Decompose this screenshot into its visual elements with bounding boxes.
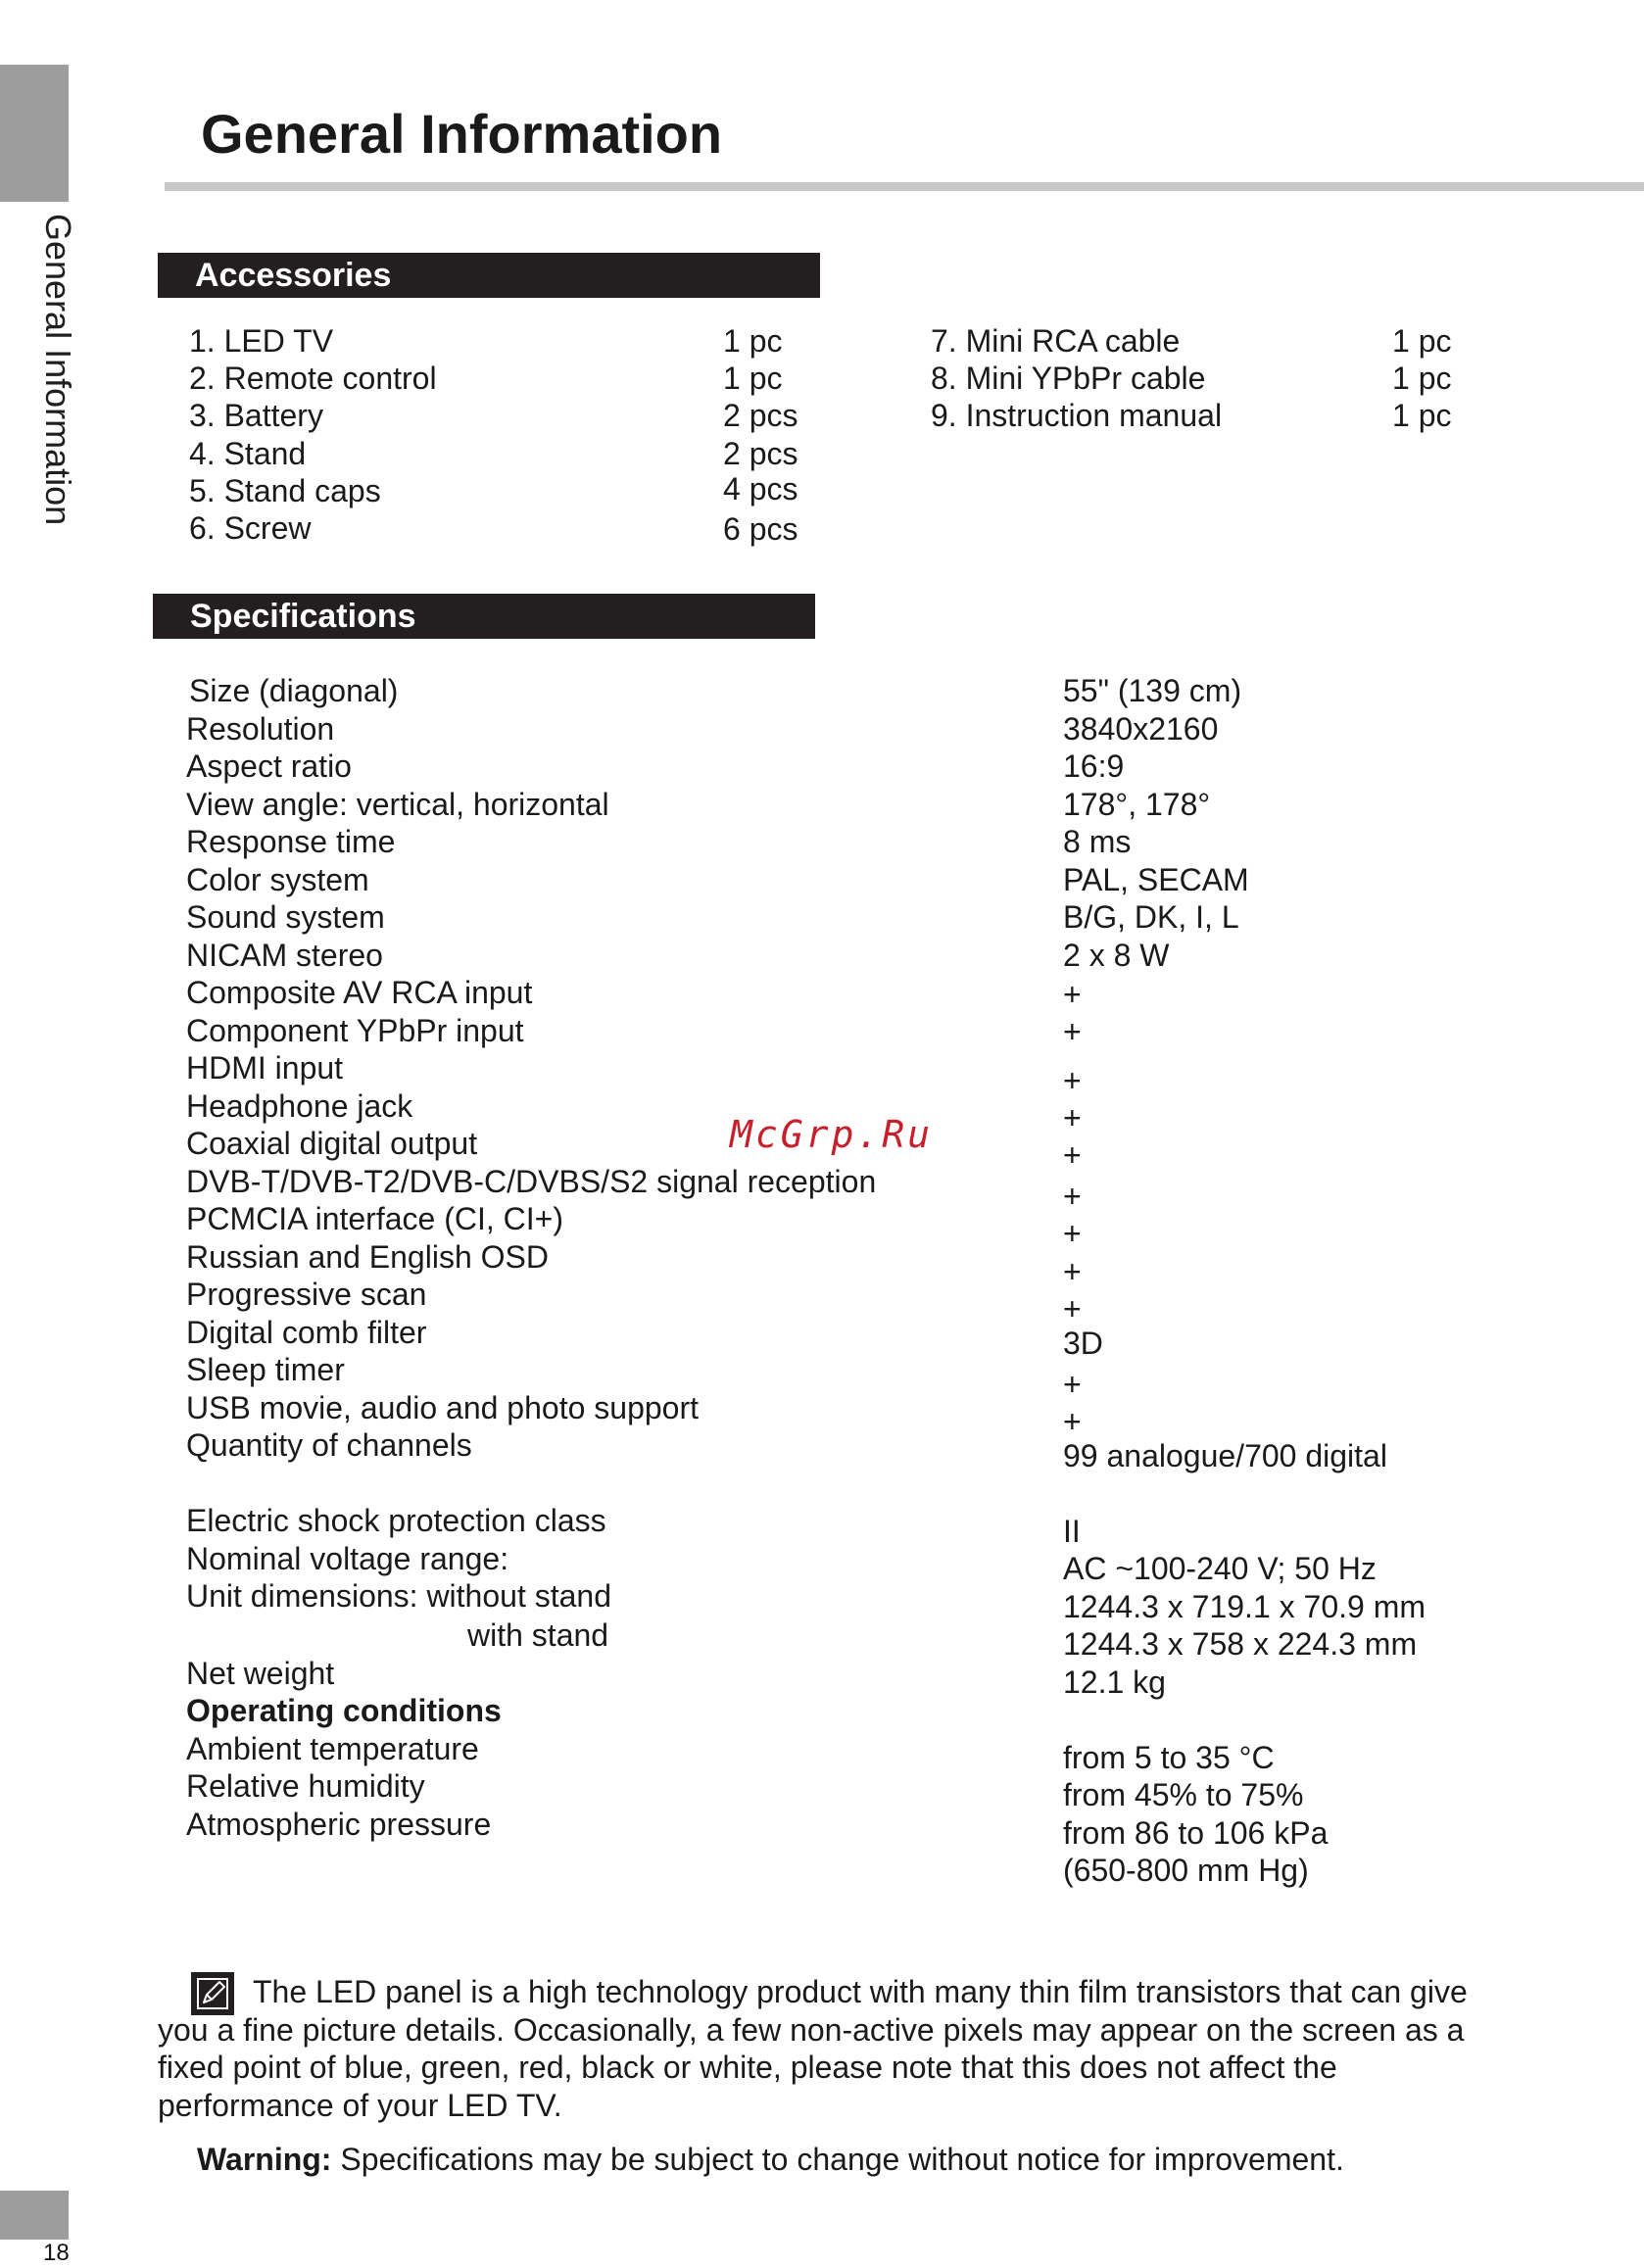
spec-value: from 5 to 35 °C [1063, 1740, 1275, 1775]
page-number: 18 [43, 2240, 70, 2266]
spec-value: 8 ms [1063, 824, 1132, 859]
spec-label: Color system [186, 862, 369, 897]
spec-value: 3840x2160 [1063, 711, 1219, 747]
spec-value: (650-800 mm Hg) [1063, 1853, 1309, 1888]
spec-value: + [1063, 1100, 1082, 1135]
accessory-item-qty: 6 pcs [723, 511, 798, 547]
spec-label: Response time [186, 824, 396, 859]
spec-label: Net weight [186, 1656, 335, 1691]
spec-label: View angle: vertical, horizontal [186, 787, 609, 822]
spec-label: Resolution [186, 711, 335, 747]
watermark: McGrp.Ru [730, 1113, 934, 1156]
spec-value: + [1063, 1137, 1082, 1173]
accessory-item-qty: 1 pc [1392, 398, 1452, 433]
accessory-item-name: 3. Battery [189, 398, 323, 433]
accessory-item-qty: 2 pcs [723, 398, 798, 433]
accessory-item-qty: 1 pc [723, 323, 783, 359]
spec-value: + [1063, 1254, 1082, 1289]
spec-label: Russian and English OSD [186, 1239, 549, 1275]
spec-label: Ambient temperature [186, 1731, 479, 1766]
warning-label: Warning: [197, 2142, 332, 2177]
accessory-item-name: 6. Screw [189, 510, 312, 546]
note-text: The LED panel is a high technology product with many thin film transistors that can give you a fine picture details. Occasionally, a few non-active pixels may appear on the screen as a fixed point of blue, green, red, black or white, please note that this does not affect the performance of your LED TV. [158, 1974, 1468, 2123]
spec-label: Nominal voltage range: [186, 1541, 509, 1576]
spec-label: HDMI input [186, 1050, 344, 1086]
spec-label: Sleep timer [186, 1352, 345, 1387]
spec-value: + [1063, 1367, 1082, 1402]
spec-value: from 86 to 106 kPa [1063, 1815, 1329, 1851]
spec-label: NICAM stereo [186, 938, 383, 973]
accessory-item-name: 9. Instruction manual [931, 398, 1223, 433]
side-tab-label: General Information [38, 214, 78, 526]
spec-label: Sound system [186, 899, 385, 935]
spec-label-operating-conditions: Operating conditions [186, 1693, 502, 1728]
spec-value: 16:9 [1063, 748, 1125, 784]
warning-text: Specifications may be subject to change without notice for improvement. [331, 2142, 1344, 2177]
spec-value: II [1063, 1514, 1081, 1549]
accessory-item-name: 2. Remote control [189, 361, 437, 396]
spec-value: 99 analogue/700 digital [1063, 1438, 1387, 1473]
spec-value: 55" (139 cm) [1063, 673, 1242, 708]
spec-label: Component YPbPr input [186, 1013, 524, 1048]
spec-label: USB movie, audio and photo support [186, 1390, 699, 1425]
spec-value: 1244.3 x 719.1 x 70.9 mm [1063, 1589, 1426, 1624]
spec-label: Progressive scan [186, 1277, 427, 1312]
accessory-item-qty: 4 pcs [723, 471, 798, 507]
spec-label: Unit dimensions: without stand [186, 1578, 611, 1614]
spec-label: Electric shock protection class [186, 1503, 606, 1538]
spec-value: from 45% to 75% [1063, 1777, 1304, 1812]
accessory-item-name: 4. Stand [189, 436, 307, 471]
title-divider [165, 182, 1644, 191]
spec-value: + [1063, 1404, 1082, 1439]
accessory-item-name: 8. Mini YPbPr cable [931, 361, 1206, 396]
side-tab-marker [0, 65, 69, 202]
spec-label: Coaxial digital output [186, 1126, 478, 1161]
warning-line [197, 2141, 1344, 2178]
spec-label: with stand [467, 1617, 609, 1653]
spec-label: Relative humidity [186, 1768, 425, 1804]
accessory-item-qty: 1 pc [723, 361, 783, 396]
specifications-heading: Specifications [153, 594, 815, 639]
spec-value: + [1063, 1291, 1082, 1327]
spec-label: Atmospheric pressure [186, 1807, 492, 1842]
spec-value: B/G, DK, I, L [1063, 899, 1239, 935]
spec-label: Aspect ratio [186, 748, 352, 784]
spec-label: Composite AV RCA input [186, 975, 533, 1010]
accessory-item-qty: 1 pc [1392, 361, 1452, 396]
page-number-tab [0, 2191, 69, 2240]
accessory-item-qty: 1 pc [1392, 323, 1452, 359]
accessory-item-name: 5. Stand caps [189, 473, 381, 508]
page-title: General Information [201, 103, 723, 165]
accessory-item-name: 1. LED TV [189, 323, 334, 359]
spec-value: + [1063, 1179, 1082, 1214]
spec-label: Size (diagonal) [189, 673, 399, 708]
spec-label: Headphone jack [186, 1088, 413, 1124]
spec-value: 12.1 kg [1063, 1665, 1166, 1700]
spec-value: AC ~100-240 V; 50 Hz [1063, 1551, 1377, 1586]
accessories-heading: Accessories [158, 253, 820, 298]
spec-label: Digital comb filter [186, 1315, 427, 1350]
spec-value: 3D [1063, 1326, 1103, 1361]
spec-label: PCMCIA interface (CI, CI+) [186, 1201, 563, 1236]
spec-value: + [1063, 977, 1082, 1012]
spec-label: Quantity of channels [186, 1427, 472, 1463]
note-paragraph [158, 1973, 1495, 2124]
spec-label: DVB-T/DVB-T2/DVB-C/DVBS/S2 signal reception [186, 1164, 877, 1199]
spec-value: + [1063, 1014, 1082, 1049]
accessory-item-name: 7. Mini RCA cable [931, 323, 1181, 359]
spec-value: + [1063, 1216, 1082, 1251]
spec-value: 2 x 8 W [1063, 938, 1170, 973]
spec-value: + [1063, 1063, 1082, 1098]
spec-value: PAL, SECAM [1063, 862, 1249, 897]
accessory-item-qty: 2 pcs [723, 436, 798, 471]
spec-value: 1244.3 x 758 x 224.3 mm [1063, 1626, 1418, 1662]
spec-value: 178°, 178° [1063, 787, 1211, 822]
